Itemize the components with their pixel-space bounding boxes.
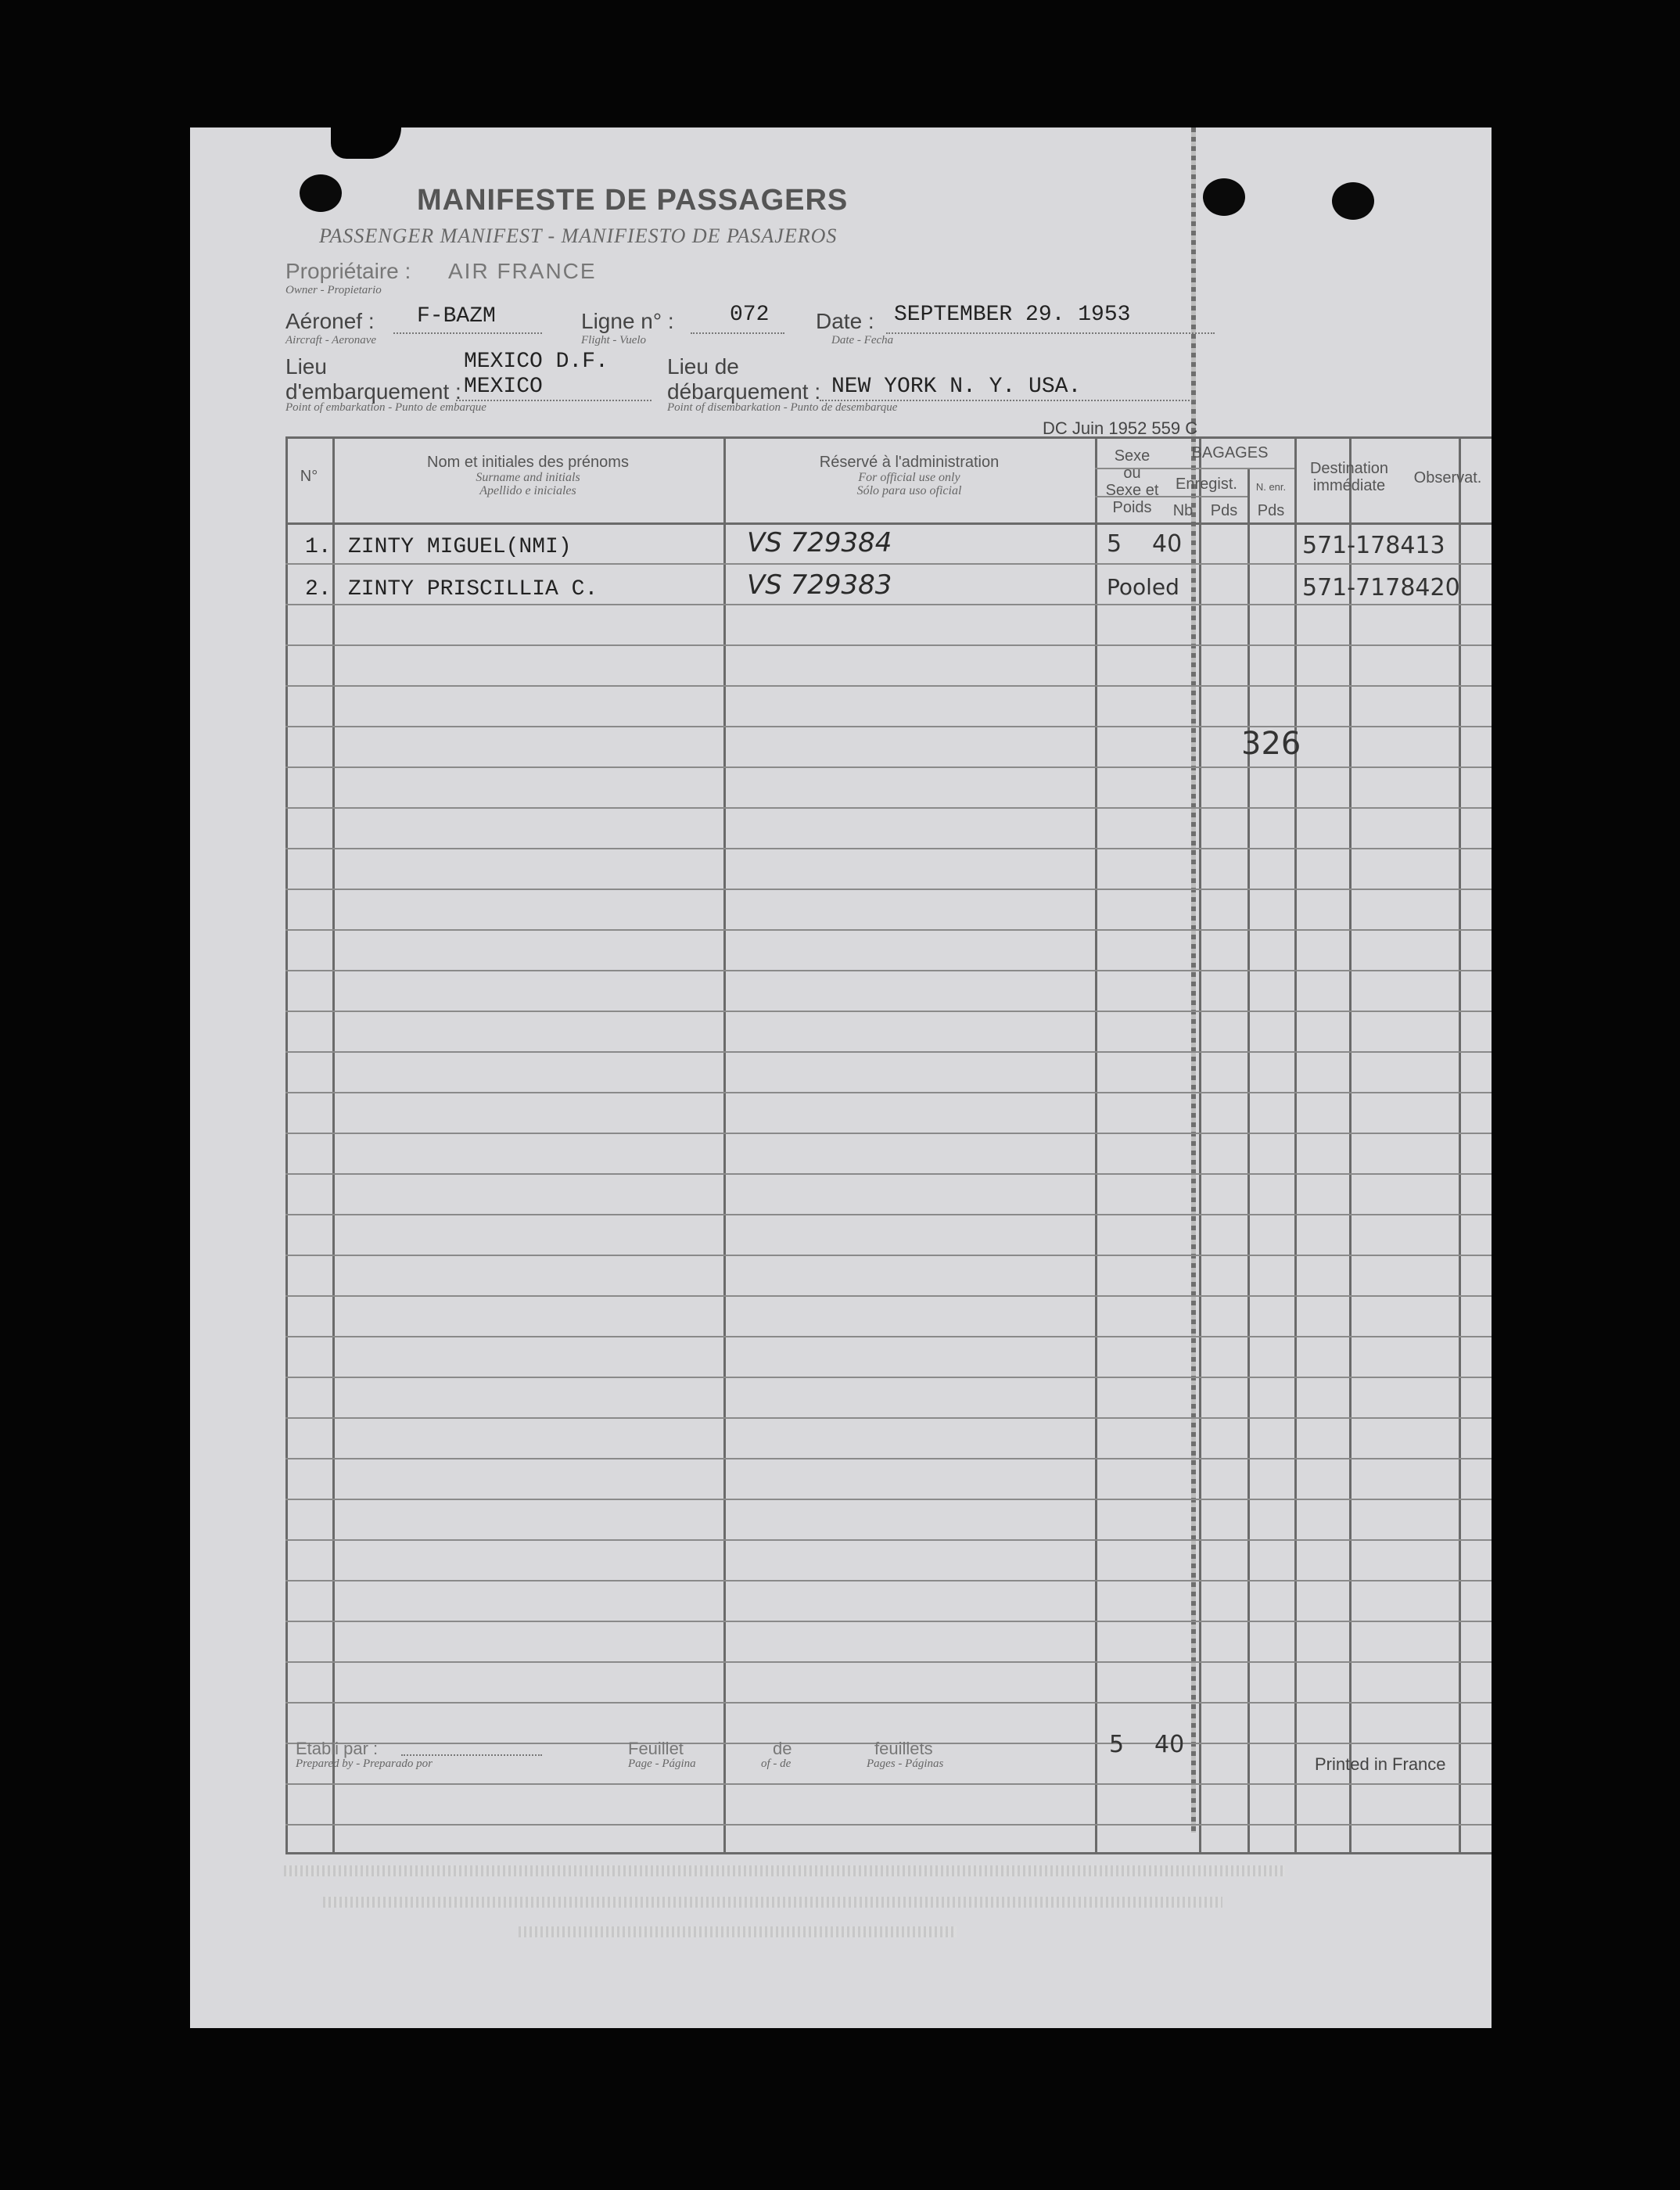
footer-sheets-label: feuillets xyxy=(874,1739,933,1758)
punch-hole-left xyxy=(300,174,342,212)
form-code: DC Juin 1952 559 C xyxy=(1043,418,1198,438)
manifest-table xyxy=(285,436,1492,1852)
flight-label: Ligne n° : xyxy=(581,309,674,333)
header-dest-1: Destination xyxy=(1309,460,1389,477)
header-sex xyxy=(1099,447,1165,516)
footer-prepared-sub: Prepared by - Preparado por xyxy=(296,1757,433,1770)
row2-admin: VS 729383 xyxy=(747,569,892,601)
table-rule xyxy=(285,807,1492,809)
row2-no: 2. xyxy=(305,577,332,601)
row1-admin: VS 729384 xyxy=(747,527,892,558)
table-rule xyxy=(285,1173,1492,1175)
table-rule xyxy=(285,1824,1492,1826)
header-destination xyxy=(1294,460,1404,494)
date-label: Date : xyxy=(816,309,874,333)
manifest-page xyxy=(190,127,1492,2028)
table-rule xyxy=(285,604,1492,605)
header-registered: Enregist. xyxy=(1176,476,1237,493)
table-rule xyxy=(285,1011,1492,1012)
table-rule xyxy=(285,766,1492,768)
footer-of-sub: of - de xyxy=(761,1757,792,1770)
punch-hole-right-2 xyxy=(1332,182,1374,220)
table-rule xyxy=(285,1499,1492,1500)
table-rule xyxy=(285,1580,1492,1581)
disembark-label-1: Lieu de xyxy=(667,354,739,379)
header-pds2: Pds xyxy=(1257,502,1285,519)
header-nonreg: N. enr. xyxy=(1255,481,1287,493)
header-sex-2: ou xyxy=(1123,465,1141,482)
table-rule xyxy=(285,1539,1492,1541)
table-rule xyxy=(285,1133,1492,1134)
smudge-3 xyxy=(519,1926,957,1937)
row1-nb: 5 xyxy=(1107,530,1122,558)
owner-label: Propriétaire : xyxy=(285,259,411,283)
footer-sheet-sub: Page - Página xyxy=(628,1757,696,1770)
aircraft-value: F-BAZM xyxy=(417,304,496,328)
smudge-1 xyxy=(284,1865,1285,1876)
footer-printed: Printed in France xyxy=(1315,1754,1446,1774)
footer-sheet-label: Feuillet xyxy=(628,1739,684,1758)
header-pds: Pds xyxy=(1210,502,1238,519)
header-name-en: Surname and initials xyxy=(476,471,580,484)
table-rule xyxy=(285,1214,1492,1215)
table-rule xyxy=(285,1336,1492,1337)
header-sex-4: Poids xyxy=(1112,499,1152,516)
footer-prepared-label: Etabli par : xyxy=(296,1739,379,1758)
footer-total-nb: 5 xyxy=(1109,1731,1125,1758)
flight-value: 072 xyxy=(730,303,770,327)
table-rule xyxy=(285,1417,1492,1419)
header-nb: Nb xyxy=(1172,502,1194,519)
table-rule xyxy=(285,848,1492,849)
embark-label-1: Lieu xyxy=(285,354,327,379)
page-subtitle: PASSENGER MANIFEST - MANIFIESTO DE PASAJEROS xyxy=(319,224,838,247)
header-admin-es: Sólo para uso oficial xyxy=(856,484,962,497)
owner-sub: Owner - Propietario xyxy=(285,284,382,296)
table-rule xyxy=(285,1295,1492,1297)
table-rule xyxy=(285,1702,1492,1704)
table-rule xyxy=(285,970,1492,971)
table-rule xyxy=(285,1458,1492,1459)
disembark-sub: Point of disembarkation - Punto de desembarque xyxy=(667,401,898,414)
table-rule xyxy=(285,929,1492,931)
header-admin-en: For official use only xyxy=(858,471,960,484)
table-rule xyxy=(285,1661,1492,1663)
punch-hole-right-1 xyxy=(1203,178,1245,216)
header-admin-fr: Réservé à l'administration xyxy=(819,454,1000,471)
header-name-es: Apellido e iniciales xyxy=(479,484,576,497)
date-value: SEPTEMBER 29. 1953 xyxy=(894,303,1131,327)
header-admin xyxy=(723,454,1095,497)
smudge-2 xyxy=(323,1897,1222,1908)
aircraft-label: Aéronef : xyxy=(285,309,375,333)
embark-value-1: MEXICO D.F. xyxy=(464,350,608,374)
table-rule xyxy=(285,1377,1492,1378)
header-observ: Observat. xyxy=(1413,469,1482,486)
row1-name: ZINTY MIGUEL(NMI) xyxy=(348,535,572,559)
embark-sub: Point of embarkation - Punto de embarque xyxy=(285,401,486,414)
flight-sub: Flight - Vuelo xyxy=(581,334,647,346)
footer-of-label: de xyxy=(773,1739,792,1758)
embark-value-2: MEXICO xyxy=(464,375,543,399)
date-sub: Date - Fecha xyxy=(831,334,894,346)
header-dest-2: immédiate xyxy=(1312,477,1386,494)
table-rule xyxy=(285,726,1492,727)
table-rule xyxy=(285,1092,1492,1093)
table-rule xyxy=(285,1783,1492,1785)
row2-name: ZINTY PRISCILLIA C. xyxy=(348,577,598,601)
torn-corner xyxy=(331,120,401,159)
table-rule xyxy=(285,1051,1492,1053)
table-rule xyxy=(285,644,1492,646)
embark-label-2: d'embarquement : xyxy=(285,379,461,404)
footer-total-pds: 40 xyxy=(1154,1731,1185,1758)
row1-no: 1. xyxy=(305,535,332,559)
row2-dest: 571-7178420 xyxy=(1302,574,1460,601)
owner-value: AIR FRANCE xyxy=(448,259,597,283)
row1-dest: 571-178413 xyxy=(1302,532,1445,559)
header-no: N° xyxy=(300,468,318,485)
header-name xyxy=(332,454,723,497)
table-rule xyxy=(285,563,1492,565)
table-rule xyxy=(285,685,1492,687)
disembark-value: NEW YORK N. Y. USA. xyxy=(831,375,1082,399)
aircraft-sub: Aircraft - Aeronave xyxy=(285,334,377,346)
header-name-fr: Nom et initiales des prénoms xyxy=(427,454,629,471)
disembark-label-2: débarquement : xyxy=(667,379,821,404)
footer-sheets-sub: Pages - Páginas xyxy=(867,1757,944,1770)
row2-nb: Pooled xyxy=(1107,574,1179,600)
table-rule xyxy=(285,1255,1492,1256)
table-rule xyxy=(285,1621,1492,1622)
header-sex-1: Sexe xyxy=(1114,447,1151,465)
row1-pds: 40 xyxy=(1152,530,1183,558)
header-baggage: BAGAGES xyxy=(1191,444,1269,461)
table-rule xyxy=(285,889,1492,890)
header-sex-3: Sexe et xyxy=(1105,482,1159,499)
page-annotation: 326 xyxy=(1241,726,1301,762)
page-title: MANIFESTE DE PASSAGERS xyxy=(417,184,849,217)
